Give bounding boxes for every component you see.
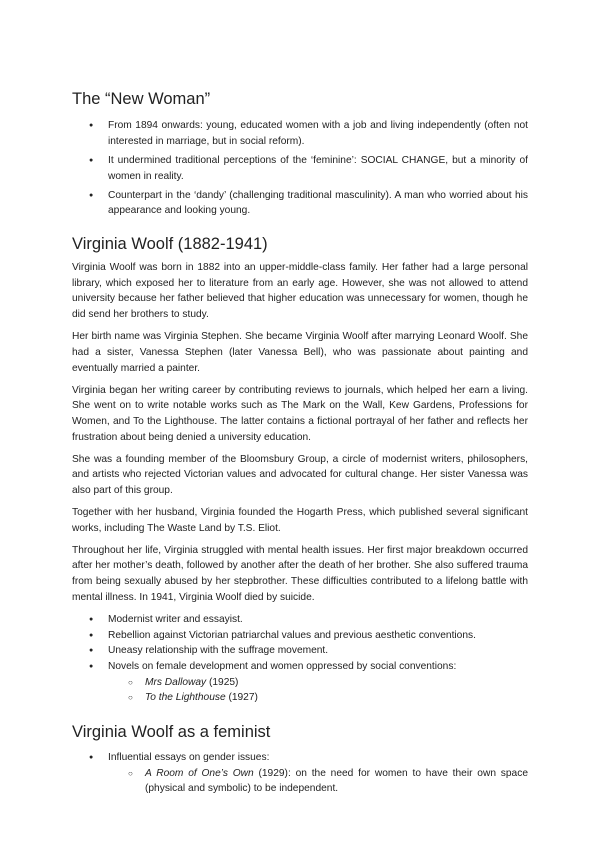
heading-virginia-woolf: Virginia Woolf (1882-1941): [72, 235, 268, 253]
novel-year: (1927): [225, 692, 258, 704]
paragraph: Together with her husband, Virginia founded the Hogarth Press, which published several significant works, including The Waste Land by T.S. Eliot.: [72, 507, 528, 534]
list-item: ● It undermined traditional perceptions of the ‘feminine’: SOCIAL CHANGE, but a minority of women in reality.: [72, 153, 528, 184]
list-item: ● Influential essays on gender issues:: [72, 750, 528, 766]
essay-description: (1929): on the need for women to have their own space (physical and symbolic) to be independent.: [145, 767, 528, 795]
novel-title: Mrs Dalloway: [145, 676, 207, 688]
list-item: ● Uneasy relationship with the suffrage movement.: [72, 643, 528, 659]
paragraph: Her birth name was Virginia Stephen. She became Virginia Woolf after marrying Leonard Woolf. She had a sister, Vanessa Stephen (later Vanessa Bell), who was passionate about painting and eventually married a painter.: [72, 331, 528, 374]
feminist-list: [72, 750, 528, 797]
essay-title: A Room of One’s Own: [145, 767, 254, 779]
list-item: ● Modernist writer and essayist.: [72, 612, 528, 628]
heading-woolf-feminist: Virginia Woolf as a feminist: [72, 723, 271, 742]
document-content: [72, 88, 528, 797]
sub-list-item: [72, 675, 528, 691]
list-item: ● Novels on female development and women oppressed by social conventions:: [72, 659, 528, 675]
new-woman-list: [72, 118, 528, 219]
heading-new-woman: The “New Woman”: [72, 90, 211, 108]
novel-year: (1925): [206, 676, 239, 688]
novel-title: To the Lighthouse: [145, 692, 226, 704]
paragraph: Virginia Woolf was born in 1882 into an upper-middle-class family. Her father had a large personal library, which exposed her to literature from an early age. However, she was not allowed to attend university because her father believed that higher education was unnecessary for women, though he did send her brothers to study.: [72, 262, 528, 321]
list-item: ● Rebellion against Victorian patriarchal values and previous aesthetic conventions.: [72, 628, 528, 644]
sub-list-item: [72, 766, 528, 797]
list-item: ● From 1894 onwards: young, educated women with a job and living independently (often not interested in marriage, but in social reform).: [72, 118, 528, 149]
sub-list-item: [72, 690, 528, 706]
list-item: ● Counterpart in the ‘dandy’ (challenging traditional masculinity). A man who worried about his appearance and looking young.: [72, 188, 528, 219]
paragraph: Virginia began her writing career by contributing reviews to journals, which helped her earn a living. She went on to write notable works such as The Mark on the Wall, Kew Gardens, Professions for Women, and To the Lighthouse. The latter contains a fictional portrayal of her father and reflects her frustration about being denied a university education.: [72, 384, 528, 443]
paragraph: She was a founding member of the Bloomsbury Group, a circle of modernist writers, philosophers, and artists who rejected Victorian values and advocated for cultural change. Her sister Vanessa was also part of this group.: [72, 453, 528, 497]
woolf-summary-list: [72, 612, 528, 706]
paragraph: Throughout her life, Virginia struggled with mental health issues. Her first major breakdown occurred after her mother’s death, followed by another after the death of her brother. She also suffered trauma from being sexually abused by her stepbrother. These difficulties contributed to a lifelong battle with mental illness. In 1941, Virginia Woolf died by suicide.: [72, 544, 528, 603]
